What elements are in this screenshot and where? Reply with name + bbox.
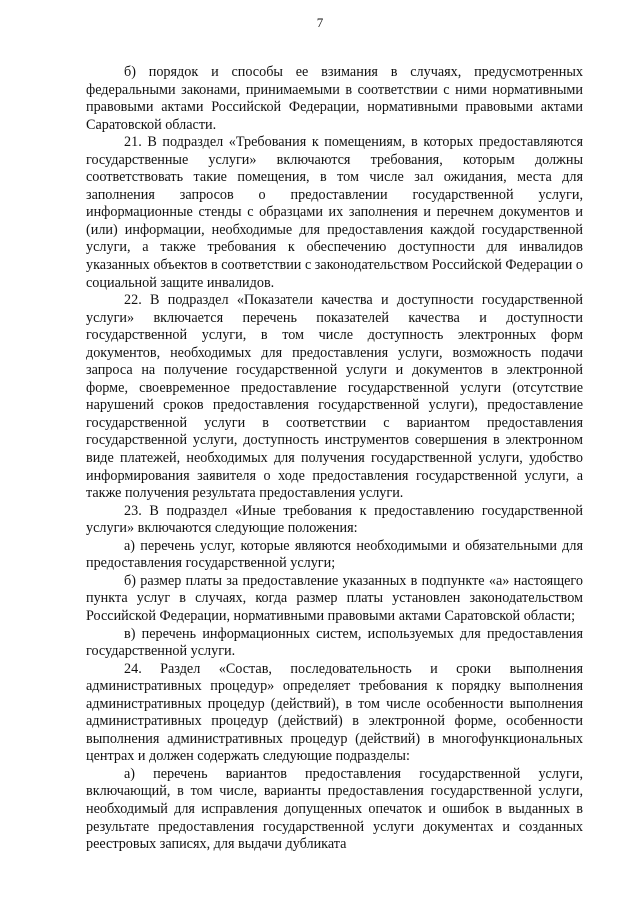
paragraph-24a-service-variants: а) перечень вариантов предоставления государственной услуги, включающий, в том числе, варианты предоставления государственной услуги, необходимый для исправления допущенных опечаток и ошибок в выданных в результате предоставления государственной услуги документах и созданных реестровых записях, для выдачи дубликата [86,765,583,853]
page-number: 7 [316,15,324,30]
paragraph-b-fee-procedure: б) порядок и способы ее взимания в случаях, предусмотренных федеральными законами, принимаемыми в соответствии с ними нормативными правовыми актами Российской Федерации, нормативными правовыми актами Саратовской области. [86,64,583,133]
paragraph-24-administrative-procedures: 24. Раздел «Состав, последовательность и сроки выполнения административных процедур» определяет требования к порядку выполнения административных процедур (действий), в том числе особенности выполнения административных процедур (действий) в электронной форме, особенности выполнения административных процедур (действий) в многофункциональных центрах и должен содержать следующие подразделы: [86,660,583,765]
paragraph-23b-fee-amount: б) размер платы за предоставление указанных в подпункте «а» настоящего пункта услуг в случаях, когда размер платы установлен законодательством Российской Федерации, нормативными правовыми актами Саратовской области; [86,572,583,624]
paragraph-23a-required-services: а) перечень услуг, которые являются необходимыми и обязательными для предоставления государственной услуги; [86,537,583,572]
paragraph-22-quality-indicators: 22. В подраздел «Показатели качества и доступности государственной услуги» включается перечень показателей качества и доступности государственной услуги, в том числе доступность электронных форм документов, необходимых для предоставления услуги, возможность подачи запроса на получение государственной услуги и документов в электронной форме, своевременное предоставление государственной услуги (отсутствие нарушений сроков предоставления государственной услуги), предоставление государственной услуги в соответствии с вариантом предоставления государственной услуги, доступность инструментов совершения в электронном виде платежей, необходимых для получения государственной услуги, удобство информирования заявителя о ходе предоставления государственной услуги, а также получения результата предоставления услуги. [86,292,583,502]
paragraph-23-other-requirements: 23. В подраздел «Иные требования к предоставлению государственной услуги» включаются следующие положения: [86,502,583,537]
paragraph-21-premises-requirements: 21. В подраздел «Требования к помещениям, в которых предоставляются государственные услуги» включаются требования, которым должны соответствовать такие помещения, в том числе зал ожидания, места для заполнения запросов о предоставлении государственной услуги, информационные стенды с образцами их заполнения и перечнем документов и (или) информации, необходимые для предоставления каждой государственной услуги, а также требования к обеспечению доступности для инвалидов указанных объектов в соответствии с законодательством Российской Федерации о социальной защите инвалидов. [86,134,583,291]
paragraph-23c-information-systems: в) перечень информационных систем, используемых для предоставления государственной услуги. [86,625,583,660]
document-body [86,64,583,854]
